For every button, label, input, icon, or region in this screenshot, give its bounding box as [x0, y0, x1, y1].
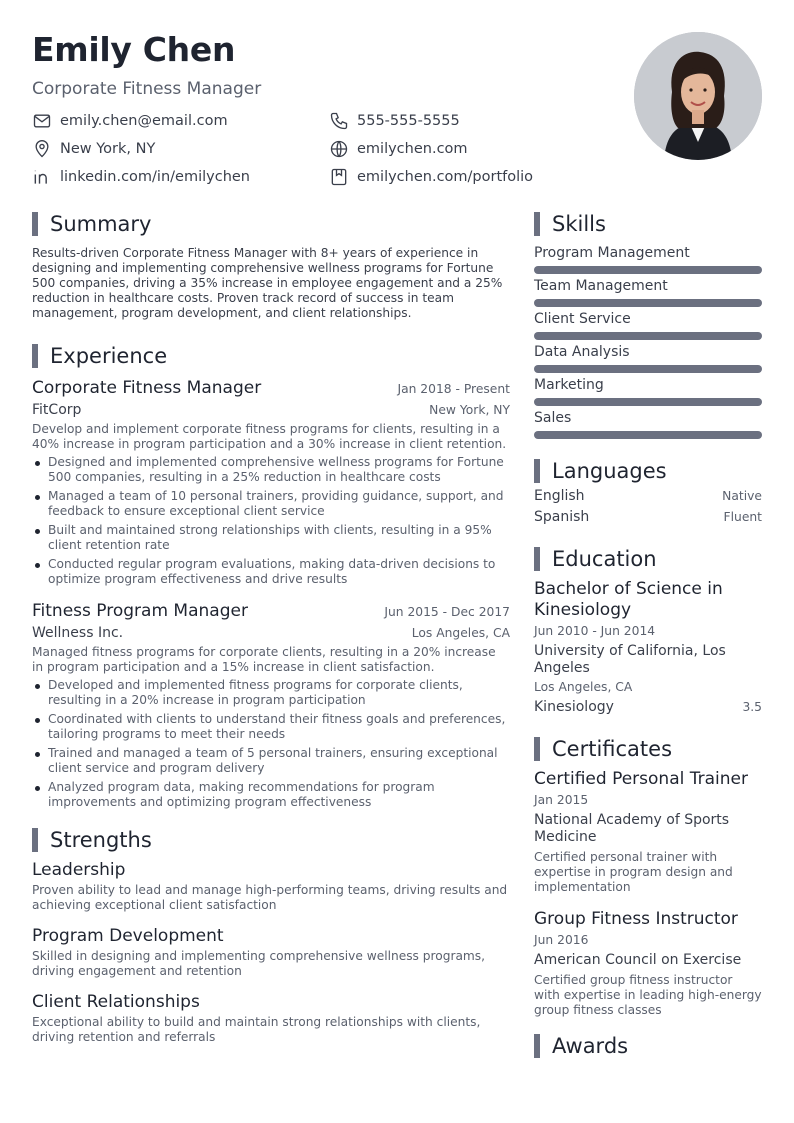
- list-item: Developed and implemented fitness programs for corporate clients, resulting in a 20% increase in program participation: [32, 678, 510, 708]
- languages-heading-text: Languages: [552, 459, 667, 483]
- job-description: Develop and implement corporate fitness programs for clients, resulting in a 40% increase in program participation and a 30% increase in client retention.: [32, 422, 507, 451]
- skill-item: [534, 376, 762, 406]
- job-location: New York, NY: [429, 403, 510, 417]
- skill-name: Data Analysis: [534, 344, 630, 360]
- contact-email[interactable]: [32, 111, 228, 131]
- skill-name: Client Service: [534, 311, 631, 327]
- summary-heading: [32, 212, 510, 236]
- skill-level-bar: [534, 266, 762, 274]
- strength-item: [32, 860, 510, 913]
- section-accent-bar: [534, 737, 540, 761]
- contact-phone-text: 555-555-5555: [357, 113, 460, 129]
- skill-item: [534, 343, 762, 373]
- contact-email-text: emily.chen@email.com: [60, 113, 228, 129]
- section-accent-bar: [32, 344, 38, 368]
- section-accent-bar: [534, 547, 540, 571]
- right-column: [534, 212, 762, 1058]
- certificate-name: Group Fitness Instructor: [534, 909, 738, 929]
- job-dates: Jan 2018 - Present: [397, 382, 510, 396]
- certificate-name: Certified Personal Trainer: [534, 769, 748, 789]
- skill-level-bar: [534, 332, 762, 340]
- language-item: [534, 488, 762, 504]
- experience-heading-text: Experience: [50, 344, 168, 368]
- job-location: Los Angeles, CA: [411, 626, 510, 640]
- certificate-date: Jun 2016: [534, 933, 589, 947]
- strengths-heading: [32, 828, 510, 852]
- skill-item: [534, 409, 762, 439]
- mail-icon: [32, 111, 52, 131]
- phone-icon: [329, 111, 349, 131]
- experience-heading: [32, 344, 510, 368]
- strength-description: Exceptional ability to build and maintain strong relationships with clients, driving retention and referrals: [32, 1015, 481, 1044]
- strength-title: Leadership: [32, 860, 126, 880]
- skill-name: Team Management: [534, 278, 668, 294]
- certificate-issuer: National Academy of Sports Medicine: [534, 812, 730, 845]
- section-accent-bar: [534, 1034, 540, 1058]
- list-item: Built and maintained strong relationships with clients, resulting in a 95% client retention rate: [32, 523, 510, 553]
- languages-heading: [534, 459, 762, 483]
- strength-description: Skilled in designing and implementing comprehensive wellness programs, driving engagement and retention: [32, 949, 486, 978]
- contact-linkedin[interactable]: [32, 167, 250, 187]
- job-bullets: [32, 678, 510, 810]
- job-bullets: [32, 455, 510, 587]
- certificate-description: Certified personal trainer with expertise in program design and implementation: [534, 850, 733, 894]
- strength-title: Program Development: [32, 926, 224, 946]
- education-entry: [534, 579, 762, 715]
- section-accent-bar: [32, 828, 38, 852]
- job-company: Wellness Inc.: [32, 625, 124, 641]
- certificate-issuer: American Council on Exercise: [534, 952, 742, 968]
- certificates-heading: [534, 737, 762, 761]
- contact-portfolio-text: emilychen.com/portfolio: [357, 169, 534, 185]
- skill-level-bar: [534, 398, 762, 406]
- section-accent-bar: [534, 212, 540, 236]
- globe-icon: [329, 139, 349, 159]
- contact-linkedin-text: linkedin.com/in/emilychen: [60, 169, 250, 185]
- summary-text: Results-driven Corporate Fitness Manager with 8+ years of experience in designing and implementing comprehensive wellness programs for Fortune 500 companies, driving a 35% increase in employee engagement and a 25% reduction in healthcare costs. Proven track record of success in team management, program development, and client relationships.: [32, 246, 503, 320]
- list-item: Trained and managed a team of 5 personal trainers, ensuring exceptional client service and program delivery: [32, 746, 510, 776]
- awards-heading: [534, 1034, 762, 1058]
- education-heading: [534, 547, 762, 571]
- strengths-heading-text: Strengths: [50, 828, 152, 852]
- education-school: University of California, Los Angeles: [534, 643, 726, 676]
- left-column: [32, 212, 510, 1045]
- list-item: Analyzed program data, making recommendations for program improvements and optimizing program effectiveness: [32, 780, 510, 810]
- section-accent-bar: [534, 459, 540, 483]
- contact-phone[interactable]: [329, 111, 460, 131]
- skill-level-bar: [534, 365, 762, 373]
- certificate-description: Certified group fitness instructor with expertise in leading high-energy group fitness classes: [534, 973, 762, 1017]
- languages-list: [534, 488, 762, 525]
- certificates-heading-text: Certificates: [552, 737, 673, 761]
- linkedin-icon: [32, 167, 52, 187]
- skill-name: Program Management: [534, 245, 690, 261]
- map-pin-icon: [32, 139, 52, 159]
- education-degree: Bachelor of Science in Kinesiology: [534, 579, 723, 620]
- certificate-item: [534, 909, 762, 1018]
- strength-description: Proven ability to lead and manage high-performing teams, driving results and achieving exceptional client satisfaction: [32, 883, 508, 912]
- skills-heading-text: Skills: [552, 212, 606, 236]
- list-item: Designed and implemented comprehensive wellness programs for Fortune 500 companies, resulting in a 25% reduction in healthcare costs: [32, 455, 510, 485]
- list-item: Coordinated with clients to understand their fitness goals and preferences, tailoring programs to meet their needs: [32, 712, 510, 742]
- job-description: Managed fitness programs for corporate clients, resulting in a 20% increase in program participation and a 15% increase in client satisfaction.: [32, 645, 496, 674]
- contact-website[interactable]: [329, 139, 468, 159]
- strength-item: [32, 992, 510, 1045]
- candidate-name: Emily Chen: [32, 30, 236, 69]
- strength-title: Client Relationships: [32, 992, 200, 1012]
- skills-heading: [534, 212, 762, 236]
- skill-level-bar: [534, 299, 762, 307]
- skill-level-bar: [534, 431, 762, 439]
- education-heading-text: Education: [552, 547, 657, 571]
- education-gpa: 3.5: [742, 700, 762, 714]
- bookmark-icon: [329, 167, 349, 187]
- candidate-title: Corporate Fitness Manager: [32, 79, 262, 99]
- education-dates: Jun 2010 - Jun 2014: [534, 624, 656, 638]
- skill-name: Sales: [534, 410, 572, 426]
- job-dates: Jun 2015 - Dec 2017: [384, 605, 510, 619]
- skill-item: [534, 310, 762, 340]
- certificate-item: [534, 769, 762, 895]
- education-location: Los Angeles, CA: [534, 680, 633, 694]
- list-item: Conducted regular program evaluations, making data-driven decisions to optimize program effectiveness and drive results: [32, 557, 510, 587]
- skill-name: Marketing: [534, 377, 604, 393]
- contact-portfolio[interactable]: [329, 167, 533, 187]
- summary-heading-text: Summary: [50, 212, 152, 236]
- job-title: Fitness Program Manager: [32, 601, 248, 621]
- language-level: Fluent: [723, 510, 762, 524]
- contact-location: [32, 139, 155, 159]
- language-name: English: [534, 488, 585, 504]
- job-title: Corporate Fitness Manager: [32, 378, 262, 398]
- profile-photo: [634, 32, 762, 160]
- skills-list: [534, 244, 762, 439]
- section-accent-bar: [32, 212, 38, 236]
- skill-item: [534, 244, 762, 274]
- job-entry: [32, 601, 510, 810]
- awards-heading-text: Awards: [552, 1034, 629, 1058]
- language-item: [534, 509, 762, 525]
- job-entry: [32, 378, 510, 587]
- skill-item: [534, 277, 762, 307]
- contact-location-text: New York, NY: [60, 141, 156, 157]
- job-company: FitCorp: [32, 402, 82, 418]
- certificate-date: Jan 2015: [534, 793, 589, 807]
- language-name: Spanish: [534, 509, 590, 525]
- education-field: Kinesiology: [534, 699, 614, 715]
- strength-item: [32, 926, 510, 979]
- list-item: Managed a team of 10 personal trainers, providing guidance, support, and feedback to ensure exceptional client service: [32, 489, 510, 519]
- contact-website-text: emilychen.com: [357, 141, 468, 157]
- language-level: Native: [722, 489, 762, 503]
